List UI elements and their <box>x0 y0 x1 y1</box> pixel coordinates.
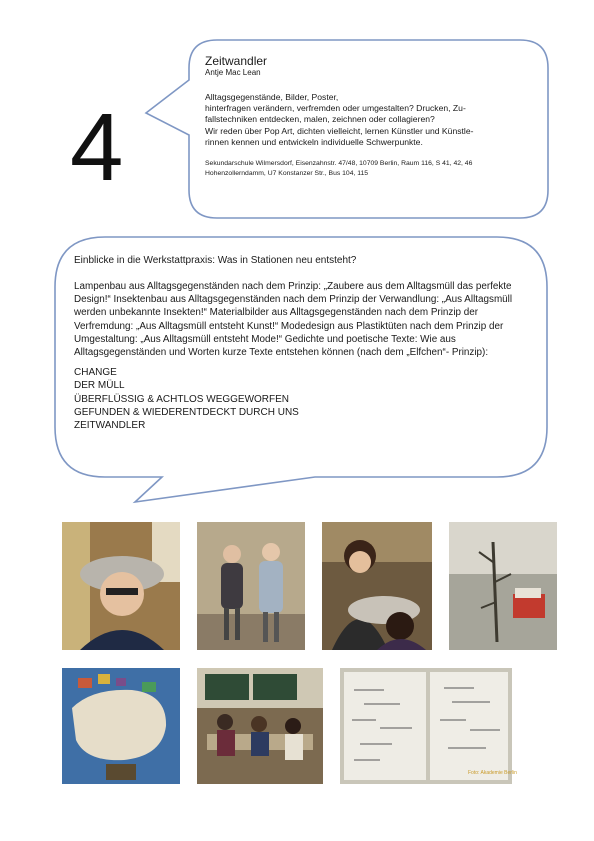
bubble1-content <box>205 54 535 178</box>
description-line: Wir reden über Pop Art, dichten vielleicht, lernen Künstler und Künstle- <box>205 125 474 136</box>
description-line: rinnen kennen und entwickeln individuelle Schwerpunkte. <box>205 136 423 147</box>
school-address <box>205 159 535 178</box>
poem-line: ZEITWANDLER <box>74 420 146 432</box>
photo-girls-hair-styling <box>322 522 432 650</box>
bubble2-content <box>74 254 536 432</box>
photo-whiteboard-poems <box>340 668 517 784</box>
description-line: Alltagsgegenstände, Bilder, Poster, <box>205 92 339 102</box>
workshop-author: Antje Mac Lean <box>205 68 261 77</box>
workshop-title: Zeitwandler <box>205 54 268 68</box>
photo-girls-in-bag-dresses <box>197 522 305 650</box>
photo-caption: Foto: Akademie Berlin <box>468 770 517 776</box>
photo-girl-with-lamp-hat <box>62 522 180 650</box>
insights-heading: Einblicke in die Werkstattpraxis: Was in Stationen neu entsteht? <box>74 255 357 266</box>
school-address-line: Sekundarschule Wilmersdorf, Eisenzahnstr. 47/48, 10709 Berlin, Raum 116, S 41, 42, 46 <box>205 160 473 168</box>
poem-line: ÜBERFLÜSSIG & ACHTLOS WEGGEWORFEN <box>74 393 290 405</box>
poem-line: GEFUNDEN & WIEDERENTDECKT DURCH UNS <box>74 406 299 418</box>
photo-material-collage-blue <box>62 668 180 784</box>
photo-classroom-students <box>197 668 323 784</box>
photo-insect-sculpture-table <box>449 522 557 650</box>
workshop-description <box>205 92 535 148</box>
insights-body: Lampenbau aus Alltagsgegenständen nach dem Prinzip: „Zaubere aus dem Alltagsmüll das perfekte Design!“ Insektenbau aus Alltagsgegenständen nach dem Prinzip der Verwandlung: „Aus Alltagsmüll werden unbekannte Insekten!“ Materialbilder aus Alltagsgegenständen nach dem Prinzip der Verfremdung: „Aus Alltagsmüll entsteht Kunst!“ Modedesign aus Plastiktüten nach dem Prinzip der Umgestaltung: „Aus Alltagsmüll entsteht Mode!“ Gedichte und poetische Texte: Wie aus Alltagsgegenständen und Worten kurze Texte entstehen können (nach dem „Elfchen“- Prinzip): <box>74 281 513 359</box>
poem-line: DER MÜLL <box>74 380 125 392</box>
description-line: hinterfragen verändern, verfremden oder umgestalten? Drucken, Zu- <box>205 103 466 114</box>
poem-line: CHANGE <box>74 367 117 379</box>
page-number: 4 <box>70 94 124 201</box>
elfchen-poem <box>74 366 536 432</box>
description-line: fallstechniken entdecken, malen, zeichnen oder collagieren? <box>205 114 435 125</box>
transport-line: Hohenzollerndamm, U7 Konstanzer Str., Bus 104, 115 <box>205 169 369 177</box>
